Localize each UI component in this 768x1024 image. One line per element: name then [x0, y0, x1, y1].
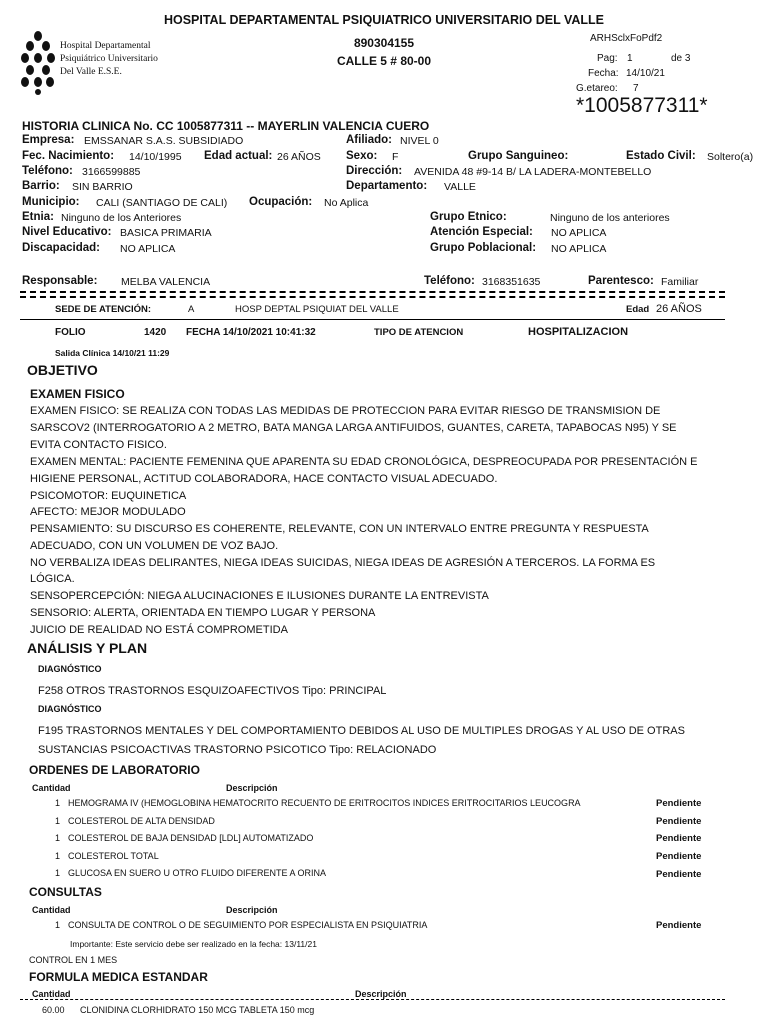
departamento-label: Departamento:	[346, 180, 428, 192]
lab-qty: 1	[55, 816, 61, 826]
objetivo-line: HIGIENE PERSONAL, ACTITUD COLABORADORA, HACE CONTACTO VISUAL ADECUADO.	[30, 473, 498, 485]
lab-status: Pendiente	[656, 798, 702, 809]
discapacidad-label: Discapacidad:	[22, 242, 100, 254]
separator-dashed-2	[20, 296, 725, 301]
separator-line	[20, 319, 725, 320]
responsable-value: MELBA VALENCIA	[121, 276, 211, 288]
logo-mark-icon	[20, 30, 56, 96]
grupo-sanguineo-label: Grupo Sanguineo:	[468, 150, 569, 162]
formula-title: FORMULA MEDICA ESTANDAR	[29, 970, 208, 984]
laboratorio-title: ORDENES DE LABORATORIO	[29, 763, 200, 777]
consultas-col-cantidad: Cantidad	[32, 905, 71, 915]
municipio-value: CALI (SANTIAGO DE CALI)	[96, 197, 228, 209]
logo-line-1: Hospital Departamental	[60, 41, 151, 51]
tipo-atencion-value: HOSPITALIZACION	[528, 326, 629, 338]
fecha-value: 14/10/21	[626, 68, 665, 79]
diagnostico-2b: SUSTANCIAS PSICOACTIVAS TRASTORNO PSICOTICO Tipo: RELACIONADO	[38, 744, 437, 756]
objetivo-line: ADECUADO, CON UN VOLUMEN DE VOZ BAJO.	[30, 540, 279, 552]
control-text: CONTROL EN 1 MES	[29, 955, 118, 965]
direccion-label: Dirección:	[346, 165, 403, 177]
edad-label: Edad actual:	[204, 150, 273, 162]
parentesco-label: Parentesco:	[588, 275, 654, 287]
lab-status: Pendiente	[656, 816, 702, 827]
lab-desc: GLUCOSA EN SUERO U OTRO FLUIDO DIFERENTE A ORINA	[68, 868, 327, 878]
lab-desc: COLESTEROL DE ALTA DENSIDAD	[68, 816, 215, 826]
hospital-name: HOSPITAL DEPARTAMENTAL PSIQUIATRICO UNIVERSITARIO DEL VALLE	[163, 13, 605, 27]
objetivo-line: EXAMEN MENTAL: PACIENTE FEMENINA QUE APARENTA SU EDAD CRONOLÓGICA, DESPREOCUPADA POR PRESENTACIÓN E	[30, 456, 698, 468]
objetivo-line: PSICOMOTOR: EUQUINETICA	[30, 490, 187, 502]
sede-value: HOSP DEPTAL PSIQUIAT DEL VALLE	[235, 304, 399, 315]
sede-code: A	[188, 304, 195, 315]
etnia-label: Etnia:	[22, 211, 54, 223]
objetivo-title: OBJETIVO	[27, 362, 98, 378]
examen-fisico-title: EXAMEN FISICO	[30, 387, 125, 401]
ocupacion-label: Ocupación:	[249, 196, 313, 208]
analisis-title: ANÁLISIS Y PLAN	[27, 640, 148, 656]
lab-qty: 1	[55, 798, 61, 808]
afiliado-value: NIVEL 0	[400, 135, 439, 147]
folio-value: 1420	[144, 327, 167, 338]
edad-atencion-label: Edad	[626, 304, 650, 315]
consulta-qty: 1	[55, 920, 61, 930]
pag-label: Pag:	[597, 53, 618, 64]
afiliado-label: Afiliado:	[346, 134, 392, 146]
diagnostico-2a: F195 TRASTORNOS MENTALES Y DEL COMPORTAMIENTO DEBIDOS AL USO DE MULTIPLES DROGAS Y AL USO DE OTRAS	[38, 725, 685, 737]
parentesco-value: Familiar	[661, 276, 699, 288]
responsable-label: Responsable:	[22, 275, 98, 287]
logo-line-2: Psiquiátrico Universitario	[60, 54, 158, 64]
lab-status: Pendiente	[656, 833, 702, 844]
resp-telefono-value: 3168351635	[482, 276, 541, 288]
objetivo-line: LÓGICA.	[30, 573, 75, 585]
telefono-value: 3166599885	[82, 166, 141, 178]
grupo-etnico-value: Ninguno de los anteriores	[550, 212, 670, 224]
hospital-nit: 890304155	[353, 36, 415, 50]
diagnostico-1: F258 OTROS TRASTORNOS ESQUIZOAFECTIVOS Tipo: PRINCIPAL	[38, 685, 387, 697]
lab-qty: 1	[55, 868, 61, 878]
lab-desc: COLESTEROL DE BAJA DENSIDAD [LDL] AUTOMATIZADO	[68, 833, 314, 843]
pag-value: 1	[627, 53, 633, 64]
consulta-status: Pendiente	[656, 920, 702, 931]
objetivo-line: PENSAMIENTO: SU DISCURSO ES COHERENTE, RELEVANTE, CON UN INTERVALO ENTRE PREGUNTA Y RESPUESTA	[30, 523, 649, 535]
salida-clinica: Salida Clínica 14/10/21 11:29	[55, 348, 170, 358]
grupo-etnico-label: Grupo Etnico:	[430, 211, 507, 223]
lab-status: Pendiente	[656, 869, 702, 880]
municipio-label: Municipio:	[22, 196, 80, 208]
folio-label: FOLIO	[55, 327, 86, 338]
formula-col-cantidad: Cantidad	[32, 989, 71, 999]
estado-civil-value: Soltero(a)	[707, 151, 754, 163]
objetivo-line: EXAMEN FISICO: SE REALIZA CON TODAS LAS MEDIDAS DE PROTECCION PARA EVITAR RIESGO DE TRANSMISION DE	[30, 405, 661, 417]
objetivo-line: SENSORIO: ALERTA, ORIENTADA EN TIEMPO LUGAR Y PERSONA	[30, 607, 376, 619]
objetivo-line: NO VERBALIZA IDEAS DELIRANTES, NIEGA IDEAS SUICIDAS, NIEGA IDEAS DE AGRESIÓN A TERCEROS. LA FORMA ES	[30, 557, 656, 569]
telefono-label: Teléfono:	[22, 165, 73, 177]
discapacidad-value: NO APLICA	[120, 243, 176, 255]
sede-label: SEDE DE ATENCIÓN:	[55, 304, 152, 315]
form-code: ARHSclxFoPdf2	[590, 33, 663, 44]
resp-telefono-label: Teléfono:	[424, 275, 475, 287]
objetivo-line: SARSCOV2 (INTERROGATORIO A 2 METRO, BATA MANGA LARGA ANTIFUIDOS, GUANTES, CARETA, TAPABOCAS N95) Y SE	[30, 422, 677, 434]
edad-value: 26 AÑOS	[277, 151, 321, 163]
barcode-text: *1005877311*	[576, 94, 708, 117]
grupo-poblacional-value: NO APLICA	[551, 243, 607, 255]
consultas-col-descripcion: Descripción	[226, 905, 278, 915]
direccion-value: AVENIDA 48 #9-14 B/ LA LADERA-MONTEBELLO	[414, 166, 652, 178]
diagnostico-label-1: DIAGNÓSTICO	[38, 664, 102, 674]
fecha-label: Fecha:	[588, 68, 619, 79]
barrio-value: SIN BARRIO	[72, 181, 133, 193]
lab-desc: HEMOGRAMA IV (HEMOGLOBINA HEMATOCRITO RECUENTO DE ERITROCITOS INDICES ERITROCITARIOS LEUCOGRA	[68, 798, 581, 808]
hospital-address: CALLE 5 # 80-00	[336, 54, 432, 68]
atencion-especial-value: NO APLICA	[551, 227, 607, 239]
tipo-atencion-label: TIPO DE ATENCION	[374, 327, 464, 338]
objetivo-line: AFECTO: MEJOR MODULADO	[30, 506, 186, 518]
lab-desc: COLESTEROL TOTAL	[68, 851, 159, 861]
fecha-atencion: FECHA 14/10/2021 10:41:32	[186, 327, 316, 338]
atencion-especial-label: Atención Especial:	[430, 226, 533, 238]
estado-civil-label: Estado Civil:	[626, 150, 696, 162]
nivel-educativo-value: BASICA PRIMARIA	[120, 227, 212, 239]
lab-col-cantidad: Cantidad	[32, 783, 71, 793]
fecnac-value: 14/10/1995	[129, 151, 182, 163]
diagnostico-label-2: DIAGNÓSTICO	[38, 704, 102, 714]
edad-atencion-value: 26 AÑOS	[656, 303, 702, 315]
sexo-value: F	[392, 151, 399, 163]
objetivo-line: EVITA CONTACTO FISICO.	[30, 439, 167, 451]
formula-col-descripcion: Descripción	[355, 989, 407, 999]
barrio-label: Barrio:	[22, 180, 60, 192]
departamento-value: VALLE	[444, 181, 476, 193]
nivel-educativo-label: Nivel Educativo:	[22, 226, 112, 238]
lab-qty: 1	[55, 851, 61, 861]
empresa-value: EMSSANAR S.A.S. SUBSIDIADO	[84, 135, 244, 147]
pag-total: de 3	[671, 53, 691, 64]
getareo-value: 7	[633, 83, 639, 94]
lab-status: Pendiente	[656, 851, 702, 862]
consulta-note: Importante: Este servicio debe ser realizado en la fecha: 13/11/21	[70, 939, 317, 949]
lab-col-descripcion: Descripción	[226, 783, 278, 793]
logo-text	[60, 40, 158, 79]
empresa-label: Empresa:	[22, 134, 75, 146]
getareo-label: G.etareo:	[576, 83, 618, 94]
historia-clinica: HISTORIA CLINICA No. CC 1005877311 -- MAYERLIN VALENCIA CUERO	[22, 119, 430, 133]
lab-qty: 1	[55, 833, 61, 843]
formula-qty: 60.00	[42, 1005, 65, 1015]
grupo-poblacional-label: Grupo Poblacional:	[430, 242, 537, 254]
objetivo-line: JUICIO DE REALIDAD NO ESTÁ COMPROMETIDA	[30, 624, 288, 636]
fecnac-label: Fec. Nacimiento:	[22, 150, 115, 162]
consultas-title: CONSULTAS	[29, 885, 102, 899]
ocupacion-value: No Aplica	[324, 197, 369, 209]
etnia-value: Ninguno de los Anteriores	[61, 212, 182, 224]
sexo-label: Sexo:	[346, 150, 378, 162]
formula-separator	[20, 999, 725, 1003]
objetivo-line: SENSOPERCEPCIÓN: NIEGA ALUCINACIONES E ILUSIONES DURANTE LA ENTREVISTA	[30, 590, 489, 602]
hospital-logo	[20, 30, 158, 100]
formula-desc: CLONIDINA CLORHIDRATO 150 MCG TABLETA 150 mcg	[80, 1005, 315, 1015]
consulta-desc: CONSULTA DE CONTROL O DE SEGUIMIENTO POR ESPECIALISTA EN PSIQUIATRIA	[68, 920, 428, 930]
logo-line-3: Del Valle E.S.E.	[60, 67, 122, 77]
